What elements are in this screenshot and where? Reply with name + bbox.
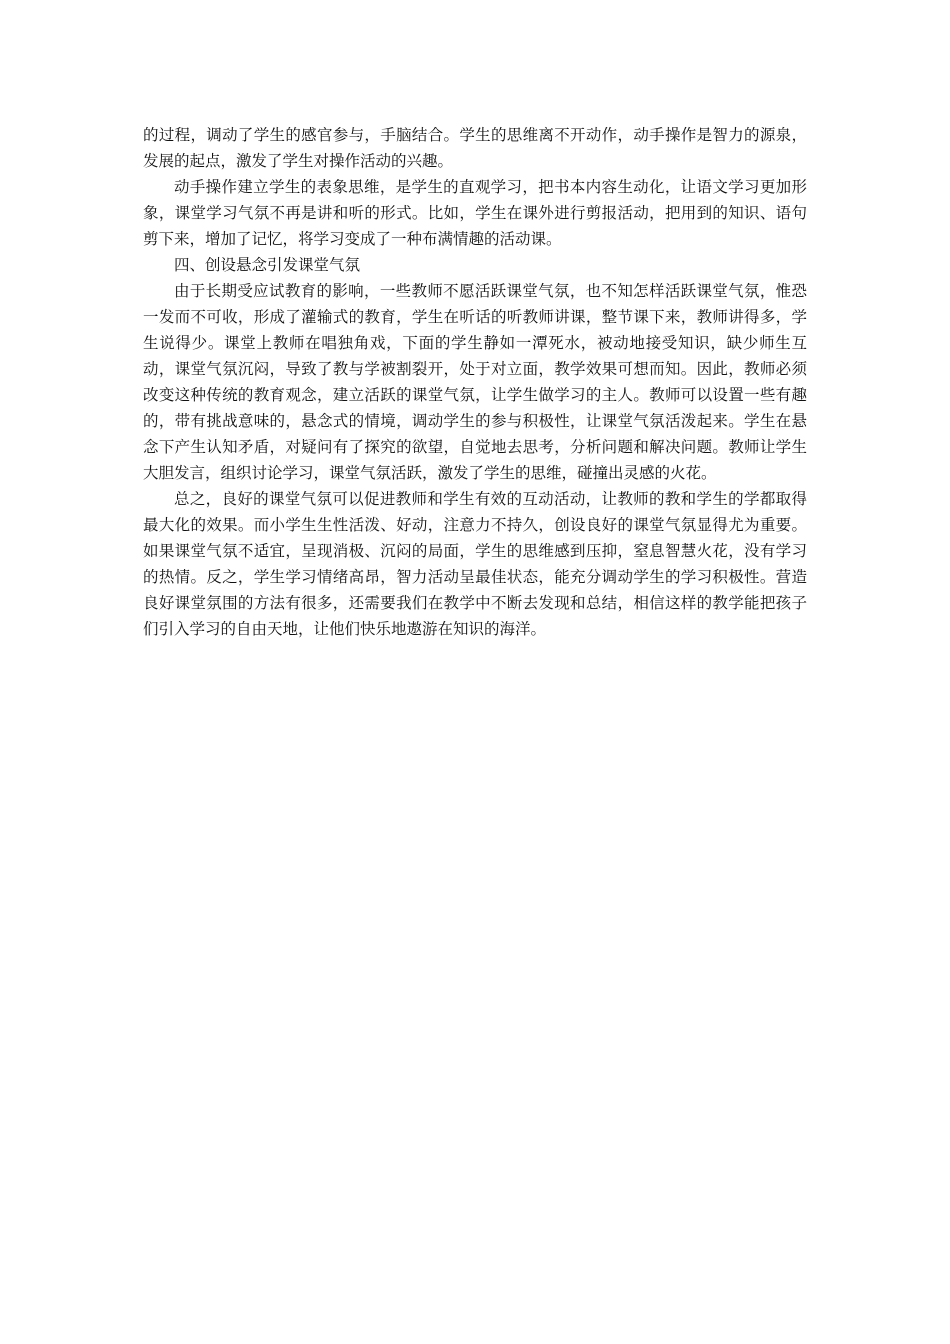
paragraph-continuation: 的过程，调动了学生的感官参与，手脑结合。学生的思维离不开动作，动手操作是智力的源泉，发展的起点，激发了学生对操作活动的兴趣。 xyxy=(143,126,807,170)
paragraph-suspense: 由于长期受应试教育的影响，一些教师不愿活跃课堂气氛，也不知怎样活跃课堂气氛，惟恐一发而不可收，形成了灌输式的教育，学生在听话的听教师讲课，整节课下来，教师讲得多，学生说得少。课堂上教师在唱独角戏，下面的学生静如一潭死水，被动地接受知识，缺少师生互动，课堂气氛沉闷，导致了教与学被割裂开，处于对立面，教学效果可想而知。因此，教师必须改变这种传统的教育观念，建立活跃的课堂气氛，让学生做学习的主人。教师可以设置一些有趣的，带有挑战意味的，悬念式的情境，调动学生的参与积极性，让课堂气氛活泼起来。学生在悬念下产生认知矛盾，对疑问有了探究的欲望，自觉地去思考，分析问题和解决问题。教师让学生大胆发言，组织讨论学习，课堂气氛活跃，激发了学生的思维，碰撞出灵感的火花。 xyxy=(143,282,807,482)
document-body xyxy=(143,122,807,642)
paragraph-hands-on: 动手操作建立学生的表象思维，是学生的直观学习，把书本内容生动化，让语文学习更加形象，课堂学习气氛不再是讲和听的形式。比如，学生在课外进行剪报活动，把用到的知识、语句剪下来，增加了记忆，将学习变成了一种布满情趣的活动课。 xyxy=(143,178,807,248)
paragraph-conclusion: 总之，良好的课堂气氛可以促进教师和学生有效的互动活动，让教师的教和学生的学都取得最大化的效果。而小学生生性活泼、好动，注意力不持久，创设良好的课堂气氛显得尤为重要。如果课堂气氛不适宜，呈现消极、沉闷的局面，学生的思维感到压抑，窒息智慧火花，没有学习的热情。反之，学生学习情绪高昂，智力活动呈最佳状态，能充分调动学生的学习积极性。营造良好课堂氛围的方法有很多，还需要我们在教学中不断去发现和总结，相信这样的教学能把孩子们引入学习的自由天地，让他们快乐地遨游在知识的海洋。 xyxy=(143,490,807,638)
section-heading: 四、创设悬念引发课堂气氛 xyxy=(174,256,361,274)
